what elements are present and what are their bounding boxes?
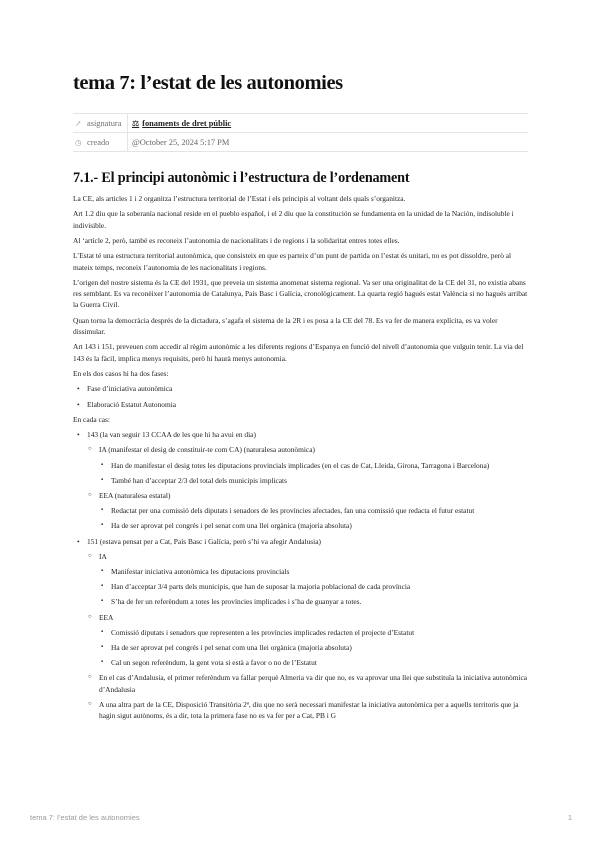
property-value-link[interactable] <box>128 119 231 128</box>
property-row-asignatura <box>73 114 528 133</box>
page-title: tema 7: l’estat de les autonomies <box>73 72 343 94</box>
list-item: ▪ Comissió diputats i senadors que representen a les províncies implicades redacten el projecte d’Estatut <box>99 627 528 638</box>
paragraph: Art 1.2 diu que la soberanía nacional reside en el pueblo español, i el 2 diu que la constitución se fundamenta en la unidad de la Nación, indisoluble i indivisible. <box>73 209 514 230</box>
section-heading: 7.1.- El principi autonòmic i l’estructura de l’ordenament <box>73 170 410 186</box>
list-item: ▪ Ha de ser aprovat pel congrés i pel senat com una llei orgànica (majoria absoluta) <box>99 520 528 531</box>
paragraph: En els dos casos hi ha dos fases: <box>73 368 169 378</box>
property-row-creado <box>73 133 528 152</box>
scale-icon: ⚖ <box>132 118 140 128</box>
sublist <box>99 627 528 669</box>
property-name <box>73 133 128 151</box>
list-item: ▪ Han d’acceptar 3/4 parts dels municipis, que han de suposar la majoria poblacional de cada província <box>99 581 528 592</box>
list-item: ▪ Han de manifestar el desig totes les diputacions provincials implicades (en el cas de Cat, Lleida, Girona, Tarragona i Barcelona) <box>99 460 528 471</box>
paragraph: Al ‘artícle 2, però, també es reconeix l’autonomia de nacionalitats i de regions i la solidaritat entres totes elles. <box>73 235 400 245</box>
sublist <box>87 551 528 721</box>
property-value: @October 25, 2024 5:17 PM <box>132 137 230 147</box>
footer-title: tema 7: l’estat de les autonomies <box>30 813 140 822</box>
list-item: ▪ Manifestar iniciativa autonòmica les diputacions provincials <box>99 566 528 577</box>
list-item <box>87 490 528 532</box>
list-item: • Elaboració Estatut Autonomia <box>73 399 528 410</box>
sublist <box>99 460 528 486</box>
list-item-label: EEA <box>99 612 114 622</box>
sublist <box>99 566 528 608</box>
property-name <box>73 114 128 132</box>
document-page <box>73 72 528 725</box>
phases-list <box>73 383 528 409</box>
list-item <box>87 612 528 669</box>
arrow-icon: ↗ <box>75 118 82 128</box>
sublist <box>87 444 528 531</box>
cases-list <box>73 429 528 721</box>
property-label: creado <box>87 137 110 147</box>
clock-icon: ◷ <box>75 137 82 147</box>
list-item <box>87 551 528 608</box>
asignatura-link-text: fonaments de dret públic <box>142 118 232 128</box>
paragraph: Quan torna la democràcia després de la dictadura, s’agafa el sistema de la 2R i es posa a la CE del 78. Es va fer de manera explícita, es va voler dissimular. <box>73 315 498 336</box>
list-item-151 <box>73 536 528 722</box>
sublist <box>99 505 528 531</box>
paragraph: L’Estat té una estructura territorial autonòmica, que consisteix en que es parteix d’un punt de partida on l’estat és unitari, no es pot dissoldre, però al mateix temps, reconeix l’autonomia de les nacionalitats i regions. <box>73 251 512 272</box>
list-item-label: IA (manifestar el desig de constituir-te com CA) (naturalesa autonòmica) <box>99 445 315 455</box>
list-item-143 <box>73 429 528 531</box>
property-label: asignatura <box>87 118 122 128</box>
list-item: • Fase d’iniciativa autonòmica <box>73 383 528 394</box>
list-item <box>87 444 528 486</box>
page-footer <box>30 813 572 822</box>
list-item: ▪ Cal un segon referèndum, la gent vota si està a favor o no de l’Estatut <box>99 657 528 668</box>
list-item-label: 151 (estava pensat per a Cat, País Basc i Galícia, però s’hi va afegir Andalusia) <box>87 536 321 546</box>
list-item: ▪ També han d’acceptar 2/3 del total dels municipis implicats <box>99 475 528 486</box>
list-item-label: EEA (naturalesa estatal) <box>99 490 171 500</box>
paragraph: La CE, als articles 1 i 2 organitza l’estructura territorial de l’Estat i els principis al voltant dels quals s’organitza. <box>73 194 406 203</box>
list-item-label: 143 (la van seguir 13 CCAA de les que hi ha avui en dia) <box>87 430 256 440</box>
list-item: ▪ S’ha de fer un referèndum a totes les províncies implicades i s’ha de guanyar a totes. <box>99 596 528 607</box>
properties-table <box>73 113 528 152</box>
list-item: ○ A una altra part de la CE, Disposició Transitòria 2ª, diu que no serà necessari manifestar la iniciativa autonòmica per a aquells territoris que ja hagin sigut autònoms, és a dir, tota la primera fase no es va fer per a Cat, PB i G <box>87 699 528 721</box>
list-item: ▪ Redactat per una comissió dels diputats i senadors de les províncies afectades, fan una comissió que redacta el futur estatut <box>99 505 528 516</box>
list-item: ▪ Ha de ser aprovat pel congrés i pel senat com una llei orgànica (majoria absoluta) <box>99 642 528 653</box>
paragraph: En cada cas: <box>73 414 110 424</box>
paragraph: L’origen del nostre sistema és la CE del 1931, que preveia un sistema anomenat sistema regional. Va ser una originalitat de la CE del 31, no existia abans res semblant. Es va reconèixer l’autonomia de Catalunya, País Basc i Galícia, cronològicament. La quarta regió hagués estat València si no hagués arribat la Guerra Civil. <box>73 277 528 310</box>
paragraph: Art 143 i 151, preveuen com accedir al règim autonòmic a les diferents regions d’Espanya en funció del nivell d’autonomia que vulguin tenir. La via del 143 és la fàcil, implica menys requisits, però hi haurà menys autonomia. <box>73 342 524 363</box>
list-item: ○ En el cas d’Andalusia, el primer referèndum va fallar perquè Almeria va dir que no, es va aprovar una llei que substituïa la iniciativa autonòmica d’Andalusia <box>87 672 528 694</box>
page-number: 1 <box>567 813 572 822</box>
list-item-label: IA <box>99 551 107 561</box>
